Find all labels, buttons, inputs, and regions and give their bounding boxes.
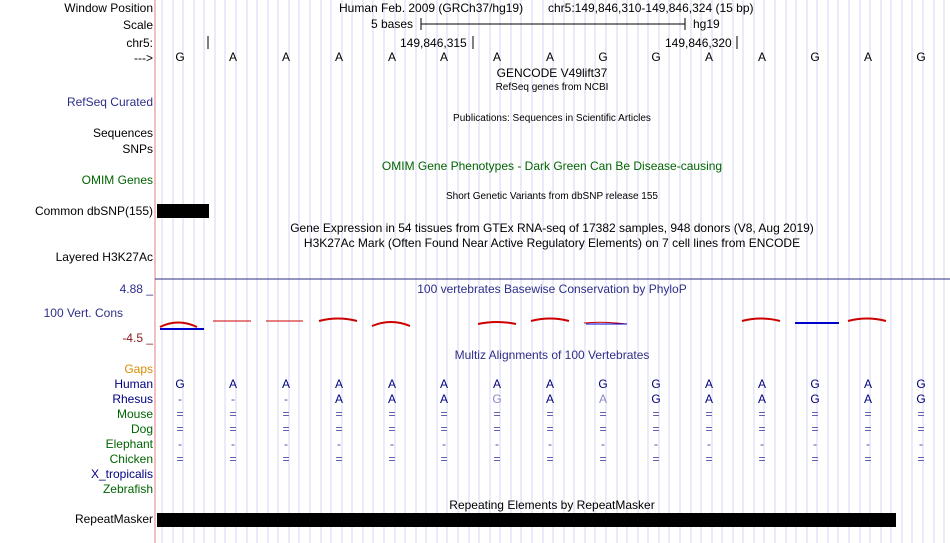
cons-min-label: -4.5 _	[122, 331, 153, 345]
snps-track-label[interactable]: SNPs	[122, 142, 153, 156]
alignment-base: =	[864, 422, 872, 436]
alignment-base: A	[598, 392, 608, 406]
species-label-human[interactable]: Human	[114, 377, 153, 391]
alignment-base: =	[652, 452, 660, 466]
alignment-base: =	[493, 452, 501, 466]
alignment-base: -	[284, 392, 288, 406]
species-label-rhesus[interactable]: Rhesus	[112, 392, 153, 406]
refseq-track-label[interactable]: RefSeq Curated	[66, 95, 153, 109]
alignment-base: G	[651, 377, 661, 391]
alignment-base: -	[390, 437, 394, 451]
alignment-base: =	[917, 452, 925, 466]
cons-track-title: 100 vertebrates Basewise Conservation by PhyloP	[417, 282, 687, 296]
cons-peak	[319, 319, 357, 322]
coord-label-2: 149,846,320	[665, 36, 732, 50]
base-letter: A	[281, 50, 291, 64]
base-letter: A	[545, 50, 555, 64]
alignment-base: A	[387, 377, 397, 391]
alignment-base: =	[493, 422, 501, 436]
scale-text: 5 bases	[371, 17, 414, 31]
gtex-track-title: Gene Expression in 54 tissues from GTEx RNA-seq of 17382 samples, 948 donors (V8, Aug 2019)	[290, 221, 814, 235]
repeatmasker-track-title: Repeating Elements by RepeatMasker	[449, 498, 655, 512]
alignment-base: =	[864, 407, 872, 421]
window-position[interactable]: chr5:149,846,310-149,846,324 (15 bp)	[548, 1, 754, 15]
alignment-base: =	[811, 422, 819, 436]
alignment-base: =	[758, 422, 766, 436]
gaps-track-label[interactable]: Gaps	[124, 362, 153, 376]
scale-label: Scale	[122, 18, 153, 32]
alignment-base: =	[335, 407, 343, 421]
species-label-dog[interactable]: Dog	[130, 422, 153, 436]
alignment-base: G	[810, 392, 820, 406]
scale-ruler	[208, 18, 737, 49]
sequences-track-label[interactable]: Sequences	[92, 126, 153, 140]
alignment-base: =	[176, 422, 184, 436]
alignment-base: =	[652, 407, 660, 421]
alignment-base: =	[546, 407, 554, 421]
dbsnp-track-label[interactable]: Common dbSNP(155)	[34, 204, 153, 218]
alignment-base: A	[281, 377, 291, 391]
alignment-base: =	[388, 407, 396, 421]
alignment-base: G	[598, 377, 608, 391]
base-letter: G	[916, 50, 926, 64]
omim-track-label[interactable]: OMIM Genes	[81, 173, 153, 187]
multiz-track-title: Multiz Alignments of 100 Vertebrates	[454, 348, 650, 362]
alignment-base: A	[439, 377, 449, 391]
alignment-base: A	[704, 377, 714, 391]
alignment-base: =	[440, 422, 448, 436]
gencode-track-title: GENCODE V49lift37	[496, 66, 608, 80]
h3k27ac-track-title: H3K27Ac Mark (Often Found Near Active Regulatory Elements) on 7 cell lines from ENCODE	[303, 236, 801, 250]
refseq-track-title: RefSeq genes from NCBI	[495, 82, 609, 93]
cons-max-label: 4.88 _	[119, 282, 153, 296]
alignment-base: G	[175, 377, 185, 391]
alignment-base: =	[388, 422, 396, 436]
species-label-chicken[interactable]: Chicken	[109, 452, 153, 466]
alignment-base: G	[916, 377, 926, 391]
alignment-base: A	[545, 377, 555, 391]
cons-peak	[742, 319, 780, 322]
alignment-base: =	[282, 422, 290, 436]
alignment-base: =	[917, 407, 925, 421]
base-letter: A	[387, 50, 397, 64]
alignment-base: =	[811, 407, 819, 421]
alignment-base: -	[707, 437, 711, 451]
alignment-base: -	[495, 437, 499, 451]
alignment-base: -	[442, 437, 446, 451]
base-letter: A	[439, 50, 449, 64]
alignment-base: A	[387, 392, 397, 406]
alignment-base: -	[654, 437, 658, 451]
species-label-mouse[interactable]: Mouse	[116, 407, 153, 421]
alignment-base: A	[757, 392, 767, 406]
alignment-base: A	[757, 377, 767, 391]
alignment-base: =	[599, 407, 607, 421]
alignment-base: =	[705, 407, 713, 421]
alignment-base: G	[651, 392, 661, 406]
cons-track-label[interactable]: 100 Vert. Cons	[43, 306, 123, 320]
cons-peak	[372, 322, 410, 326]
alignment-base: =	[335, 422, 343, 436]
alignment-base: =	[229, 452, 237, 466]
alignment-base: A	[228, 377, 238, 391]
alignment-base: =	[176, 407, 184, 421]
base-letter: A	[228, 50, 238, 64]
alignment-base: A	[863, 377, 873, 391]
alignment-base: =	[229, 422, 237, 436]
alignment-base: A	[863, 392, 873, 406]
repeatmasker-track-label[interactable]: RepeatMasker	[74, 512, 153, 526]
alignment-base: =	[440, 407, 448, 421]
species-label-x_tropicalis[interactable]: X_tropicalis	[90, 467, 153, 481]
base-letter: G	[598, 50, 608, 64]
base-letter: G	[810, 50, 820, 64]
base-letter: A	[492, 50, 502, 64]
alignment-base: =	[917, 422, 925, 436]
base-letter: A	[334, 50, 344, 64]
alignment-base: -	[337, 437, 341, 451]
alignment-base: =	[599, 422, 607, 436]
base-letter: A	[863, 50, 873, 64]
alignment-base: =	[493, 407, 501, 421]
alignment-base: -	[178, 392, 182, 406]
alignment-base: =	[599, 452, 607, 466]
conservation-wiggle	[160, 319, 886, 330]
alignment-base: -	[231, 392, 235, 406]
scale-db: hg19	[693, 17, 720, 31]
base-letter: G	[175, 50, 185, 64]
h3k27ac-track-label[interactable]: Layered H3K27Ac	[55, 250, 153, 264]
alignment-base: -	[760, 437, 764, 451]
chrom-label: chr5:	[126, 36, 153, 50]
cons-peak	[160, 323, 197, 328]
alignment-base: =	[335, 452, 343, 466]
alignment-base: =	[388, 452, 396, 466]
alignment-base: G	[916, 392, 926, 406]
alignment-base: =	[440, 452, 448, 466]
alignment-base: -	[284, 437, 288, 451]
base-letter: G	[651, 50, 661, 64]
alignment-base: -	[601, 437, 605, 451]
alignment-base: =	[282, 452, 290, 466]
alignment-base: -	[813, 437, 817, 451]
alignment-base: =	[652, 422, 660, 436]
alignment-base: =	[705, 422, 713, 436]
alignment-base: A	[334, 377, 344, 391]
strand-label: --->	[134, 51, 153, 65]
alignment-base: =	[546, 422, 554, 436]
alignment-base: =	[282, 407, 290, 421]
alignment-base: A	[545, 392, 555, 406]
cons-peak	[478, 322, 516, 324]
alignment-base: A	[704, 392, 714, 406]
cons-peak	[848, 319, 886, 322]
alignment-base: A	[439, 392, 449, 406]
alignment-base: G	[810, 377, 820, 391]
cons-peak	[531, 319, 569, 322]
base-letter: A	[757, 50, 767, 64]
alignment-base: A	[334, 392, 344, 406]
window-position-label: Window Position	[64, 1, 153, 15]
alignment-base: G	[492, 392, 502, 406]
coord-label-1: 149,846,315	[400, 36, 467, 50]
alignment-base: =	[546, 452, 554, 466]
alignment-base: =	[758, 407, 766, 421]
alignment-base: -	[231, 437, 235, 451]
alignment-base: =	[229, 407, 237, 421]
dbsnp-track-title: Short Genetic Variants from dbSNP release 155	[446, 191, 658, 202]
dbsnp-feature-block	[157, 204, 209, 218]
alignment-base: A	[492, 377, 502, 391]
repeatmasker-feature-block	[157, 513, 896, 527]
species-label-elephant[interactable]: Elephant	[105, 437, 153, 451]
alignment-base: -	[919, 437, 923, 451]
species-label-zebrafish[interactable]: Zebrafish	[102, 482, 153, 496]
alignment-base: =	[811, 452, 819, 466]
assembly-name[interactable]: Human Feb. 2009 (GRCh37/hg19)	[339, 1, 524, 15]
alignment-base: -	[866, 437, 870, 451]
omim-track-title: OMIM Gene Phenotypes - Dark Green Can Be Disease-causing	[381, 159, 723, 173]
alignment-base: =	[864, 452, 872, 466]
alignment-base: -	[178, 437, 182, 451]
alignment-base: =	[705, 452, 713, 466]
publications-track-title: Publications: Sequences in Scientific Articles	[453, 113, 651, 124]
alignment-base: =	[176, 452, 184, 466]
alignment-base: -	[548, 437, 552, 451]
base-letter: A	[704, 50, 714, 64]
alignment-base: =	[758, 452, 766, 466]
